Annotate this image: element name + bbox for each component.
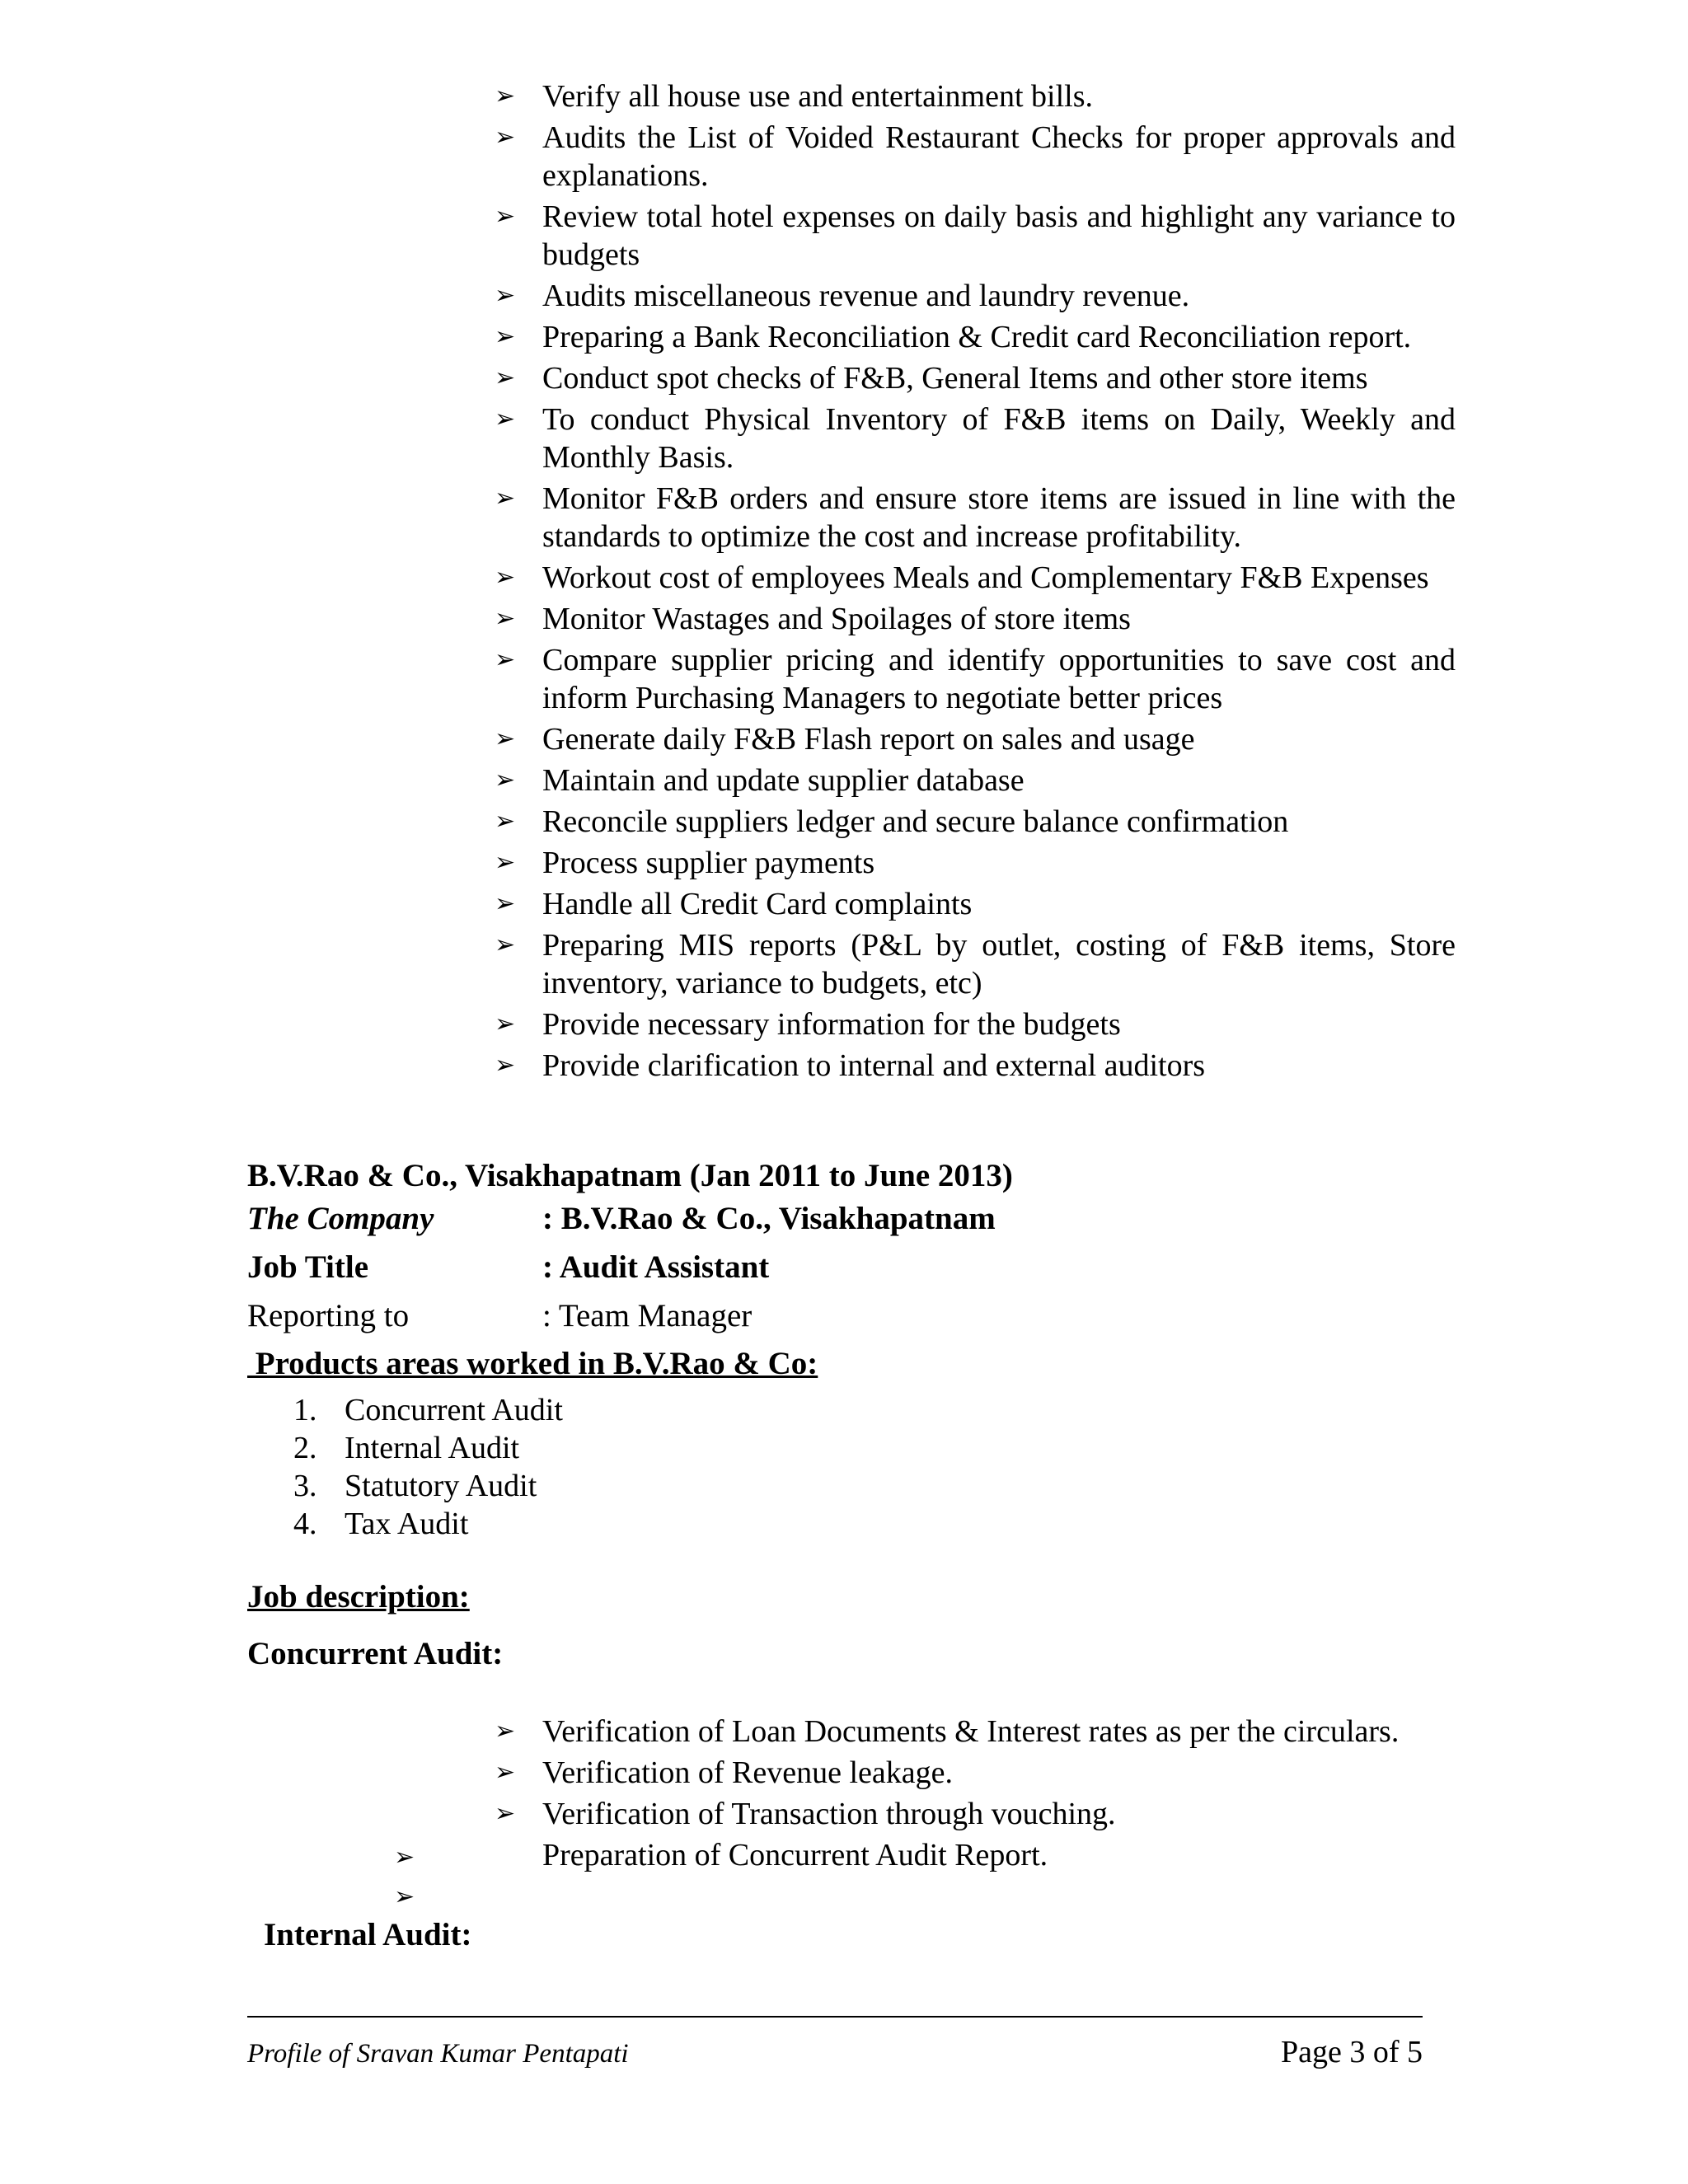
arrow-bullet-icon: ➢ — [495, 1758, 516, 1787]
list-item-text: Preparing MIS reports (P&L by outlet, costing of F&B items, Store inventory, variance to budgets, etc) — [542, 928, 1456, 1001]
job-title-label: Job Title — [247, 1249, 369, 1285]
list-item — [495, 803, 1456, 841]
arrow-bullet-icon: ➢ — [495, 405, 516, 434]
list-item — [495, 119, 1456, 194]
list-item — [495, 480, 1456, 555]
list-item — [495, 559, 1456, 597]
product-number: 4. — [293, 1507, 317, 1541]
list-item — [495, 926, 1456, 1002]
list-item-text: Verification of Transaction through vouching. — [542, 1797, 1116, 1831]
list-item — [495, 600, 1456, 638]
arrow-bullet-icon: ➢ — [495, 604, 516, 633]
arrow-bullet-icon: ➢ — [495, 123, 516, 152]
list-item-text: Generate daily F&B Flash report on sales and usage — [542, 722, 1195, 757]
company-value: : B.V.Rao & Co., Visakhapatnam — [542, 1201, 996, 1236]
list-item — [495, 1047, 1456, 1085]
product-number: 1. — [293, 1393, 317, 1427]
list-item — [495, 1713, 1456, 1750]
list-item-text: Preparing a Bank Reconciliation & Credit card Reconciliation report. — [542, 320, 1412, 354]
list-item — [495, 1795, 1456, 1833]
product-text: Concurrent Audit — [345, 1393, 563, 1427]
list-item-text: Audits the List of Voided Restaurant Checks for proper approvals and explanations. — [542, 120, 1456, 193]
arrow-bullet-icon: ➢ — [495, 766, 516, 794]
arrow-bullet-icon: ➢ — [495, 563, 516, 592]
list-item-text: Conduct spot checks of F&B, General Items and other store items — [542, 361, 1368, 396]
footer-profile-name: Profile of Sravan Kumar Pentapati — [247, 2039, 629, 2069]
arrow-bullet-icon: ➢ — [495, 281, 516, 310]
arrow-bullet-icon: ➢ — [495, 1010, 516, 1038]
employer-heading: B.V.Rao & Co., Visakhapatnam (Jan 2011 to June 2013) — [247, 1158, 1013, 1193]
list-item-text: Handle all Credit Card complaints — [542, 887, 973, 921]
product-text: Internal Audit — [345, 1431, 520, 1465]
product-item — [293, 1429, 563, 1467]
list-item-text: Provide necessary information for the budgets — [542, 1007, 1121, 1042]
product-text: Statutory Audit — [345, 1469, 537, 1503]
list-item — [495, 844, 1456, 882]
list-item-text: Verification of Revenue leakage. — [542, 1755, 953, 1790]
product-text: Tax Audit — [345, 1507, 469, 1541]
list-item-text: Verify all house use and entertainment bills. — [542, 79, 1093, 114]
arrow-bullet-icon: ➢ — [495, 1051, 516, 1080]
arrow-bullet-icon: ➢ — [394, 1843, 415, 1872]
arrow-bullet-icon: ➢ — [495, 930, 516, 959]
product-item — [293, 1467, 563, 1505]
arrow-bullet-icon: ➢ — [495, 807, 516, 836]
list-item-text: Audits miscellaneous revenue and laundry revenue. — [542, 279, 1190, 313]
list-item-text: Verification of Loan Documents & Interest rates as per the circulars. — [542, 1714, 1400, 1749]
arrow-bullet-icon: ➢ — [495, 82, 516, 110]
list-item — [495, 277, 1456, 315]
list-item — [495, 1754, 1456, 1792]
arrow-bullet-icon: ➢ — [495, 848, 516, 877]
list-item-text: Maintain and update supplier database — [542, 763, 1025, 798]
arrow-bullet-icon: ➢ — [495, 363, 516, 392]
list-item — [495, 401, 1456, 476]
product-item — [293, 1505, 563, 1543]
product-item — [293, 1391, 563, 1429]
arrow-bullet-icon: ➢ — [495, 724, 516, 753]
list-item — [495, 762, 1456, 799]
list-item-text: Monitor F&B orders and ensure store items are issued in line with the standards to optimize the cost and increase profitability. — [542, 481, 1456, 554]
list-item — [495, 885, 1456, 923]
list-item-text: Review total hotel expenses on daily basis and highlight any variance to budgets — [542, 199, 1456, 272]
reporting-value: : Team Manager — [542, 1298, 753, 1333]
job-title-value: : Audit Assistant — [542, 1249, 770, 1285]
responsibilities-list — [495, 77, 1456, 1088]
products-list — [293, 1391, 563, 1543]
concurrent-last-item: Preparation of Concurrent Audit Report. — [542, 1838, 1048, 1872]
arrow-bullet-icon: ➢ — [394, 1882, 415, 1911]
arrow-bullet-icon: ➢ — [495, 889, 516, 918]
product-number: 2. — [293, 1431, 317, 1465]
arrow-bullet-icon: ➢ — [495, 645, 516, 674]
arrow-bullet-icon: ➢ — [495, 322, 516, 351]
internal-audit-title: Internal Audit: — [264, 1917, 472, 1952]
list-item — [495, 77, 1456, 115]
arrow-bullet-icon: ➢ — [495, 202, 516, 231]
reporting-label: Reporting to — [247, 1298, 410, 1333]
arrow-bullet-icon: ➢ — [495, 1717, 516, 1746]
list-item — [495, 318, 1456, 356]
list-item — [495, 641, 1456, 717]
list-item-text: Monitor Wastages and Spoilages of store items — [542, 602, 1131, 636]
list-item-text: To conduct Physical Inventory of F&B items on Daily, Weekly and Monthly Basis. — [542, 402, 1456, 475]
list-item — [495, 720, 1456, 758]
products-title: Products areas worked in B.V.Rao & Co: — [247, 1346, 818, 1381]
list-item — [495, 1005, 1456, 1043]
list-item-text: Compare supplier pricing and identify opportunities to save cost and inform Purchasing Managers to negotiate better prices — [542, 643, 1456, 715]
job-description-title: Job description: — [247, 1579, 470, 1615]
footer-divider — [247, 2016, 1423, 2018]
arrow-bullet-icon: ➢ — [495, 484, 516, 513]
arrow-bullet-icon: ➢ — [495, 1799, 516, 1828]
concurrent-audit-title: Concurrent Audit: — [247, 1636, 504, 1671]
company-label: The Company — [247, 1201, 434, 1236]
product-number: 3. — [293, 1469, 317, 1503]
list-item — [495, 198, 1456, 274]
list-item-text: Workout cost of employees Meals and Complementary F&B Expenses — [542, 560, 1429, 595]
footer-page-number: Page 3 of 5 — [1280, 2035, 1423, 2069]
list-item-text: Provide clarification to internal and external auditors — [542, 1048, 1206, 1083]
list-item-text: Process supplier payments — [542, 846, 875, 880]
concurrent-audit-list — [495, 1713, 1456, 1836]
list-item-text: Reconcile suppliers ledger and secure balance confirmation — [542, 804, 1289, 839]
list-item — [495, 359, 1456, 397]
